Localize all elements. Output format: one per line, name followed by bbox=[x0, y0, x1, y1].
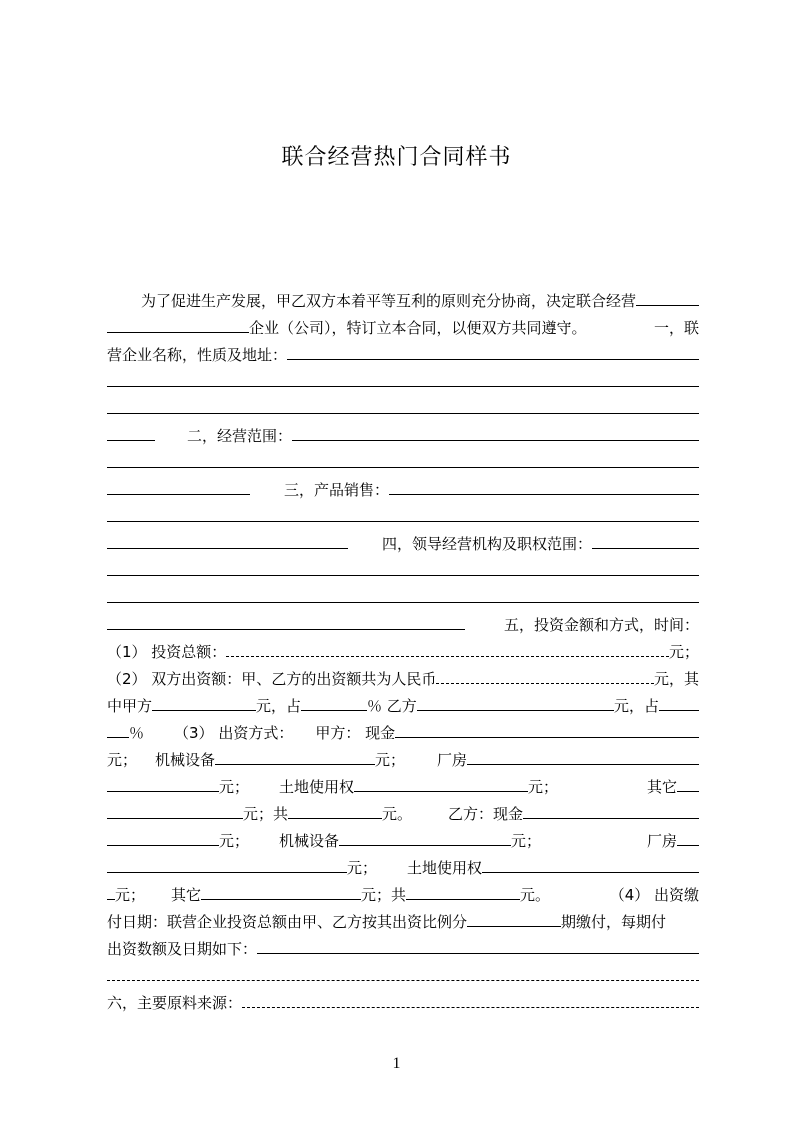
blank-party-b-land-cont[interactable] bbox=[107, 881, 115, 900]
land-use-label: 土地使用权 bbox=[407, 859, 483, 877]
yuan-label: 元； bbox=[511, 832, 542, 850]
payment-date-label: （4） 出资缴 bbox=[609, 886, 699, 904]
blank-business-name-cont[interactable] bbox=[107, 314, 249, 333]
page-number: 1 bbox=[392, 1055, 401, 1072]
payment-amount-line bbox=[107, 935, 699, 961]
blank-party-a-machinery[interactable] bbox=[215, 746, 375, 765]
blank-party-b-cash[interactable] bbox=[523, 800, 699, 819]
yuan-label: 元； bbox=[219, 832, 250, 850]
party-b-line-4 bbox=[107, 881, 699, 907]
blank-party-a-land[interactable] bbox=[354, 773, 528, 792]
payment-amount-label: 出资数额及日期如下： bbox=[107, 940, 258, 958]
section-6-line bbox=[107, 989, 699, 1015]
section-3-label: 三，产品销售： bbox=[284, 481, 390, 499]
contribution-method-label: （3） 出资方式： bbox=[174, 724, 294, 742]
paragraph-intro-line-1 bbox=[107, 287, 699, 313]
blank-total-investment[interactable] bbox=[226, 638, 669, 657]
yuan-label: 元； bbox=[115, 886, 146, 904]
yuan-gong-label: 元；共 bbox=[361, 886, 407, 904]
yuan-period-label: 元。 bbox=[382, 805, 413, 823]
yuan-label: 元； bbox=[375, 751, 406, 769]
blank-party-a-other-cont[interactable] bbox=[107, 800, 243, 819]
payment-date-text: 付日期：联营企业投资总额由甲、乙方按其出资比例分 bbox=[107, 913, 468, 931]
party-b-line-2 bbox=[107, 827, 699, 853]
installments-text: 期缴付，每期付 bbox=[561, 913, 667, 931]
section-5-2-line bbox=[107, 665, 699, 691]
blank-line bbox=[107, 449, 699, 475]
yuan-label: 元； bbox=[528, 778, 559, 796]
blank-party-a-factory[interactable] bbox=[467, 746, 699, 765]
party-a-line-4 bbox=[107, 800, 699, 826]
intro-company-text: 企业（公司），特订立本合同，以便双方共同遵守。 bbox=[249, 319, 587, 337]
blank-party-b-land[interactable] bbox=[482, 854, 699, 873]
blank-business-scope[interactable] bbox=[292, 422, 699, 441]
section-1-label: 一，联 bbox=[653, 319, 699, 337]
blank-enterprise-name-cont-2[interactable] bbox=[107, 395, 699, 414]
other-label: 其它 bbox=[646, 778, 677, 796]
party-b-line-3 bbox=[107, 854, 699, 880]
section-2-line-1 bbox=[107, 422, 699, 448]
blank-line bbox=[107, 503, 699, 529]
blank-line bbox=[107, 395, 699, 421]
blank-enterprise-name[interactable] bbox=[287, 341, 699, 360]
blank-product-sales[interactable] bbox=[389, 476, 699, 495]
contribution-label: （2） 双方出资额：甲、乙方的出资额共为人民币 bbox=[107, 670, 437, 688]
blank-management-cont-1[interactable] bbox=[107, 557, 699, 576]
blank-party-a-factory-cont[interactable] bbox=[107, 773, 219, 792]
blank-product-sales-cont-2[interactable] bbox=[107, 530, 348, 549]
blank-enterprise-name-cont-1[interactable] bbox=[107, 368, 699, 387]
blank-party-b-total[interactable] bbox=[406, 881, 520, 900]
intro-text: 为了促进生产发展，甲乙双方本着平等互利的原则充分协商，决定联合经营 bbox=[141, 292, 637, 310]
section-5-label: 五，投资金额和方式，时间： bbox=[503, 616, 699, 634]
factory-label: 厂房 bbox=[646, 832, 677, 850]
blank-party-b-factory-cont[interactable] bbox=[107, 854, 347, 873]
blank-business-scope-cont-2[interactable] bbox=[107, 476, 250, 495]
payment-date-line bbox=[107, 908, 699, 934]
blank-party-b-percent-cont[interactable] bbox=[107, 719, 129, 738]
blank-party-b-other[interactable] bbox=[201, 881, 361, 900]
blank-raw-materials[interactable] bbox=[242, 989, 699, 1008]
blank-business-name[interactable] bbox=[636, 287, 699, 306]
section-4-line-1 bbox=[107, 530, 699, 556]
blank-management-cont-2[interactable] bbox=[107, 584, 699, 603]
yuan-zhan-label-2: 元，占 bbox=[613, 697, 659, 715]
section-5-line-1 bbox=[107, 611, 699, 637]
blank-installments[interactable] bbox=[467, 908, 561, 927]
other-label: 其它 bbox=[171, 886, 202, 904]
blank-party-b-percent[interactable] bbox=[659, 692, 699, 711]
yuan-gong-label: 元；共 bbox=[243, 805, 289, 823]
document-title: 联合经营热门合同样书 bbox=[281, 145, 512, 170]
blank-party-b-machinery[interactable] bbox=[339, 827, 511, 846]
machinery-label: 机械设备 bbox=[279, 832, 340, 850]
party-b-cash-label: 乙方：现金 bbox=[448, 805, 524, 823]
machinery-label: 机械设备 bbox=[155, 751, 216, 769]
party-a-cash-label: 甲方： 现金 bbox=[315, 724, 396, 742]
yuan-period-label: 元。 bbox=[520, 886, 551, 904]
blank-business-scope-cont[interactable] bbox=[107, 449, 699, 468]
section-4-label: 四，领导经营机构及职权范围： bbox=[382, 535, 593, 553]
section-3-line-1 bbox=[107, 476, 699, 502]
party-a-line-2 bbox=[107, 746, 699, 772]
party-a-line-3 bbox=[107, 773, 699, 799]
blank-party-a-other[interactable] bbox=[677, 773, 699, 792]
blank-payment-amount[interactable] bbox=[257, 935, 699, 954]
paragraph-intro-line-2 bbox=[107, 314, 699, 340]
section-5-3-line bbox=[107, 719, 699, 745]
section-5-1-line bbox=[107, 638, 699, 664]
blank-line bbox=[107, 584, 699, 610]
party-a-label: 中甲方 bbox=[107, 697, 153, 715]
blank-total-contribution[interactable] bbox=[436, 665, 654, 684]
percent-label: ％ bbox=[129, 724, 145, 742]
yuan-label: 元； bbox=[219, 778, 250, 796]
percent-party-b-label: ％ 乙方 bbox=[367, 697, 417, 715]
section-1-label-cont: 营企业名称，性质及地址： bbox=[107, 346, 288, 364]
factory-label: 厂房 bbox=[437, 751, 468, 769]
section-5-2-line-2 bbox=[107, 692, 699, 718]
yuan-label: 元； bbox=[347, 859, 378, 877]
blank-payment-amount-cont[interactable] bbox=[107, 962, 699, 981]
blank-party-b-cash-cont[interactable] bbox=[107, 827, 219, 846]
blank-party-a-amount[interactable] bbox=[152, 692, 256, 711]
blank-management-cont-3[interactable] bbox=[107, 611, 465, 630]
blank-party-a-total[interactable] bbox=[288, 800, 382, 819]
land-use-label: 土地使用权 bbox=[279, 778, 355, 796]
blank-enterprise-name-cont-3[interactable] bbox=[107, 422, 155, 441]
yuan-label: 元； bbox=[668, 643, 699, 661]
blank-line bbox=[107, 557, 699, 583]
yuan-qi-label: 元，其 bbox=[653, 670, 699, 688]
yuan-label: 元； bbox=[107, 751, 138, 769]
blank-product-sales-cont[interactable] bbox=[107, 503, 699, 522]
blank-party-a-percent[interactable] bbox=[301, 692, 367, 711]
section-2-label: 二，经营范围： bbox=[187, 427, 293, 445]
yuan-zhan-label: 元，占 bbox=[256, 697, 302, 715]
blank-party-b-amount[interactable] bbox=[417, 692, 614, 711]
section-6-label: 六，主要原料来源： bbox=[107, 994, 243, 1012]
total-investment-label: （1） 投资总额： bbox=[107, 643, 227, 661]
blank-line bbox=[107, 962, 699, 988]
blank-management[interactable] bbox=[592, 530, 699, 549]
blank-party-b-factory[interactable] bbox=[677, 827, 699, 846]
blank-party-a-cash[interactable] bbox=[395, 719, 699, 738]
blank-line bbox=[107, 368, 699, 394]
section-1-line-1 bbox=[107, 341, 699, 367]
